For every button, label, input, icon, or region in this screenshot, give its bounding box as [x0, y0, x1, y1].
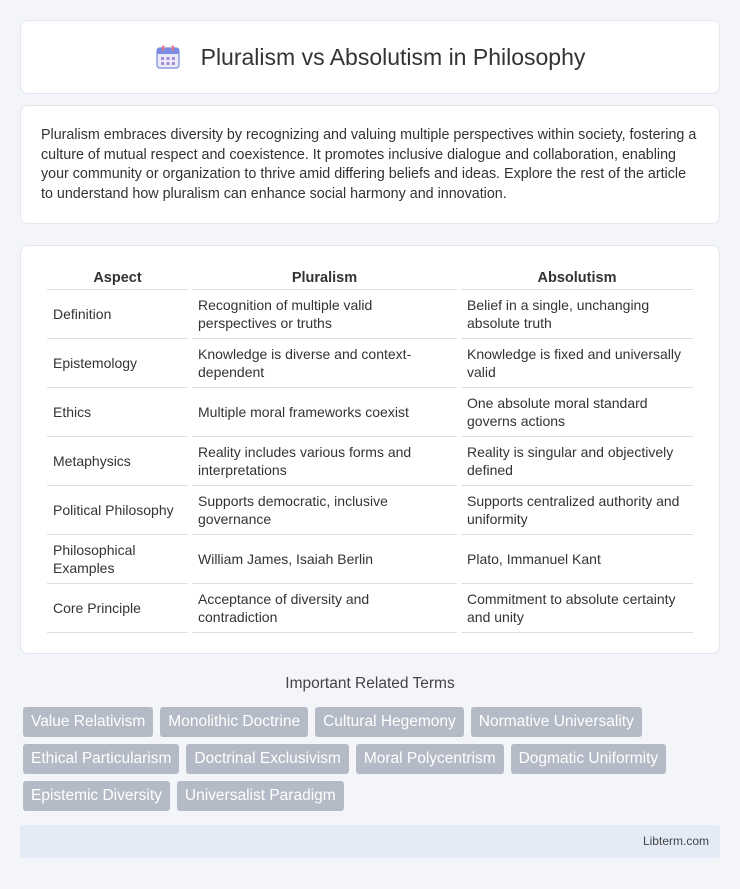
related-term-tag[interactable]: Universalist Paradigm [177, 781, 344, 811]
aspect-cell: Political Philosophy [47, 486, 188, 535]
absolutism-cell: Reality is singular and objectively defined [461, 437, 693, 486]
header-absolutism: Absolutism [461, 266, 693, 290]
related-term-tag[interactable]: Epistemic Diversity [23, 781, 170, 811]
footer [20, 825, 720, 858]
intro-card [20, 105, 720, 224]
table-row [47, 339, 693, 388]
absolutism-cell: Supports centralized authority and uniformity [461, 486, 693, 535]
aspect-cell: Epistemology [47, 339, 188, 388]
pluralism-cell: Acceptance of diversity and contradiction [192, 584, 457, 633]
related-term-tag[interactable]: Value Relativism [23, 707, 153, 737]
related-term-tag[interactable]: Ethical Particularism [23, 744, 179, 774]
pluralism-cell: Reality includes various forms and interpretations [192, 437, 457, 486]
table-row [47, 535, 693, 584]
related-term-tag[interactable]: Monolithic Doctrine [160, 707, 308, 737]
table-row [47, 486, 693, 535]
aspect-cell: Philosophical Examples [47, 535, 188, 584]
related-term-tag[interactable]: Dogmatic Uniformity [511, 744, 667, 774]
pluralism-cell: Multiple moral frameworks coexist [192, 388, 457, 437]
pluralism-cell: Recognition of multiple valid perspectives or truths [192, 290, 457, 339]
footer-site-link[interactable]: Libterm.com [642, 834, 709, 848]
absolutism-cell: Commitment to absolute certainty and unity [461, 584, 693, 633]
header-pluralism: Pluralism [192, 266, 457, 290]
table-row [47, 290, 693, 339]
table-row [47, 584, 693, 633]
related-terms-list [23, 707, 723, 811]
related-term-tag[interactable]: Cultural Hegemony [315, 707, 464, 737]
intro-text: Pluralism embraces diversity by recognizing and valuing multiple perspectives within society, fostering a culture of mutual respect and coexistence. It promotes inclusive dialogue and collaboration, enabling your community or organization to thrive amid differing beliefs and ideas. Explore the rest of the article to understand how pluralism can enhance social harmony and innovation. [41, 127, 697, 202]
header-card [20, 20, 720, 94]
related-term-tag[interactable]: Normative Universality [471, 707, 642, 737]
header-aspect: Aspect [47, 266, 188, 290]
pluralism-cell: William James, Isaiah Berlin [192, 535, 457, 584]
table-header-row [47, 266, 693, 290]
absolutism-cell: Knowledge is fixed and universally valid [461, 339, 693, 388]
absolutism-cell: Plato, Immanuel Kant [461, 535, 693, 584]
table-row [47, 388, 693, 437]
pluralism-cell: Supports democratic, inclusive governance [192, 486, 457, 535]
absolutism-cell: Belief in a single, unchanging absolute truth [461, 290, 693, 339]
aspect-cell: Metaphysics [47, 437, 188, 486]
comparison-table [43, 266, 697, 633]
absolutism-cell: One absolute moral standard governs actions [461, 388, 693, 437]
related-terms-title: Important Related Terms [285, 675, 455, 692]
comparison-card [20, 245, 720, 654]
aspect-cell: Ethics [47, 388, 188, 437]
aspect-cell: Definition [47, 290, 188, 339]
calendar-icon [155, 44, 181, 70]
table-row [47, 437, 693, 486]
related-term-tag[interactable]: Doctrinal Exclusivism [186, 744, 348, 774]
aspect-cell: Core Principle [47, 584, 188, 633]
pluralism-cell: Knowledge is diverse and context-dependent [192, 339, 457, 388]
related-term-tag[interactable]: Moral Polycentrism [356, 744, 504, 774]
page-title: Pluralism vs Absolutism in Philosophy [200, 43, 586, 70]
